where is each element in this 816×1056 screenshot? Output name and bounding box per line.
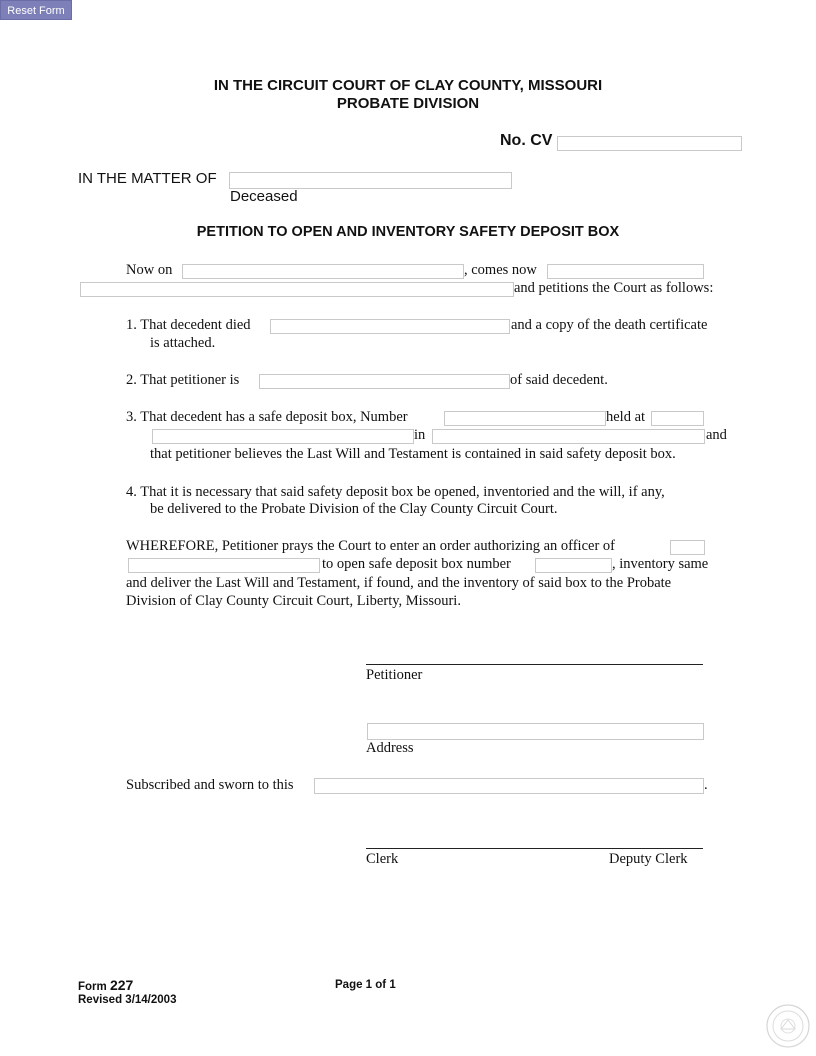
item-4-text: 4. That it is necessary that said safety deposit box be opened, inventoried and the will, if any, bbox=[126, 484, 665, 500]
held-at-text: held at bbox=[606, 409, 646, 425]
case-number-label: No. CV bbox=[500, 132, 553, 149]
and-text: and bbox=[706, 427, 727, 443]
relationship-field[interactable] bbox=[259, 374, 510, 389]
item-1-text-cont: and a copy of the death certificate bbox=[511, 317, 708, 333]
court-heading: IN THE CIRCUIT COURT OF CLAY COUNTY, MISSOURI bbox=[213, 77, 603, 94]
officer-of-field[interactable] bbox=[670, 540, 705, 555]
officer-bank-field[interactable] bbox=[128, 558, 320, 573]
officer-bank-input[interactable] bbox=[129, 562, 319, 575]
location-input[interactable] bbox=[433, 433, 704, 446]
item-1-text-end: is attached. bbox=[150, 335, 216, 351]
petitions-text: and petitions the Court as follows: bbox=[514, 280, 714, 296]
bank-field[interactable] bbox=[152, 429, 414, 444]
petitioner-name-field[interactable] bbox=[547, 264, 704, 279]
petitioner-full-input[interactable] bbox=[81, 286, 513, 299]
division-heading: PROBATE DIVISION bbox=[336, 95, 480, 112]
case-number-field[interactable] bbox=[557, 136, 742, 151]
item-2-text: 2. That petitioner is bbox=[126, 372, 240, 388]
subscribed-period: . bbox=[704, 777, 708, 793]
wherefore-line-1: WHEREFORE, Petitioner prays the Court to enter an order authorizing an officer of bbox=[126, 538, 615, 554]
form-number bbox=[78, 977, 133, 993]
held-at-input[interactable] bbox=[652, 415, 703, 428]
wherefore-line-4: Division of Clay County Circuit Court, Liberty, Missouri. bbox=[126, 593, 461, 609]
held-at-field[interactable] bbox=[651, 411, 704, 426]
court-seal-icon bbox=[765, 1003, 811, 1049]
form-number-value: 227 bbox=[109, 977, 134, 993]
date-field[interactable] bbox=[182, 264, 464, 279]
death-date-field[interactable] bbox=[270, 319, 510, 334]
address-input[interactable] bbox=[368, 726, 703, 741]
case-number-input[interactable] bbox=[558, 140, 741, 153]
address-label: Address bbox=[366, 740, 414, 756]
date-input[interactable] bbox=[183, 268, 463, 281]
clerk-signature-line bbox=[366, 848, 703, 849]
now-on-text: Now on bbox=[126, 262, 173, 278]
petitioner-full-field[interactable] bbox=[80, 282, 514, 297]
item-4-text-cont: be delivered to the Probate Division of the Clay County Circuit Court. bbox=[150, 501, 558, 517]
address-field[interactable] bbox=[367, 723, 704, 740]
in-text: in bbox=[414, 427, 426, 443]
wherefore-line-2: to open safe deposit box number bbox=[322, 556, 511, 572]
matter-label: IN THE MATTER OF bbox=[78, 170, 217, 187]
form-label: Form bbox=[78, 981, 107, 993]
wherefore-line-3: and deliver the Last Will and Testament, if found, and the inventory of said box to the Probate bbox=[126, 575, 672, 591]
petitioner-signature-line bbox=[366, 664, 703, 665]
item-1-text: 1. That decedent died bbox=[126, 317, 251, 333]
deputy-clerk-label: Deputy Clerk bbox=[609, 851, 688, 867]
item-2-text-end: of said decedent. bbox=[510, 372, 608, 388]
page-number: Page 1 of 1 bbox=[335, 979, 396, 991]
sworn-date-field[interactable] bbox=[314, 778, 704, 794]
petitioner-label: Petitioner bbox=[366, 667, 423, 683]
sworn-date-input[interactable] bbox=[315, 782, 703, 796]
box-number-field[interactable] bbox=[444, 411, 606, 426]
decedent-name-field[interactable] bbox=[229, 172, 512, 189]
clerk-label: Clerk bbox=[366, 851, 399, 867]
item-3-text: 3. That decedent has a safe deposit box, Number bbox=[126, 409, 408, 425]
box-number-input[interactable] bbox=[445, 415, 605, 428]
death-date-input[interactable] bbox=[271, 323, 509, 336]
box-number-2-field[interactable] bbox=[535, 558, 612, 573]
item-3-text-end: that petitioner believes the Last Will and Testament is contained in said safety deposit box. bbox=[150, 446, 676, 462]
wherefore-line-2-end: , inventory same bbox=[612, 556, 709, 572]
bank-input[interactable] bbox=[153, 433, 413, 446]
box-number-2-input[interactable] bbox=[536, 562, 611, 575]
deceased-label: Deceased bbox=[230, 188, 298, 205]
location-field[interactable] bbox=[432, 429, 705, 444]
relationship-input[interactable] bbox=[260, 378, 509, 391]
subscribed-text: Subscribed and sworn to this bbox=[126, 777, 294, 793]
comes-now-text: , comes now bbox=[464, 262, 537, 278]
document-title: PETITION TO OPEN AND INVENTORY SAFETY DEPOSIT BOX bbox=[196, 224, 620, 240]
reset-form-button[interactable]: Reset Form bbox=[0, 0, 72, 20]
revised-date: Revised 3/14/2003 bbox=[78, 994, 177, 1006]
